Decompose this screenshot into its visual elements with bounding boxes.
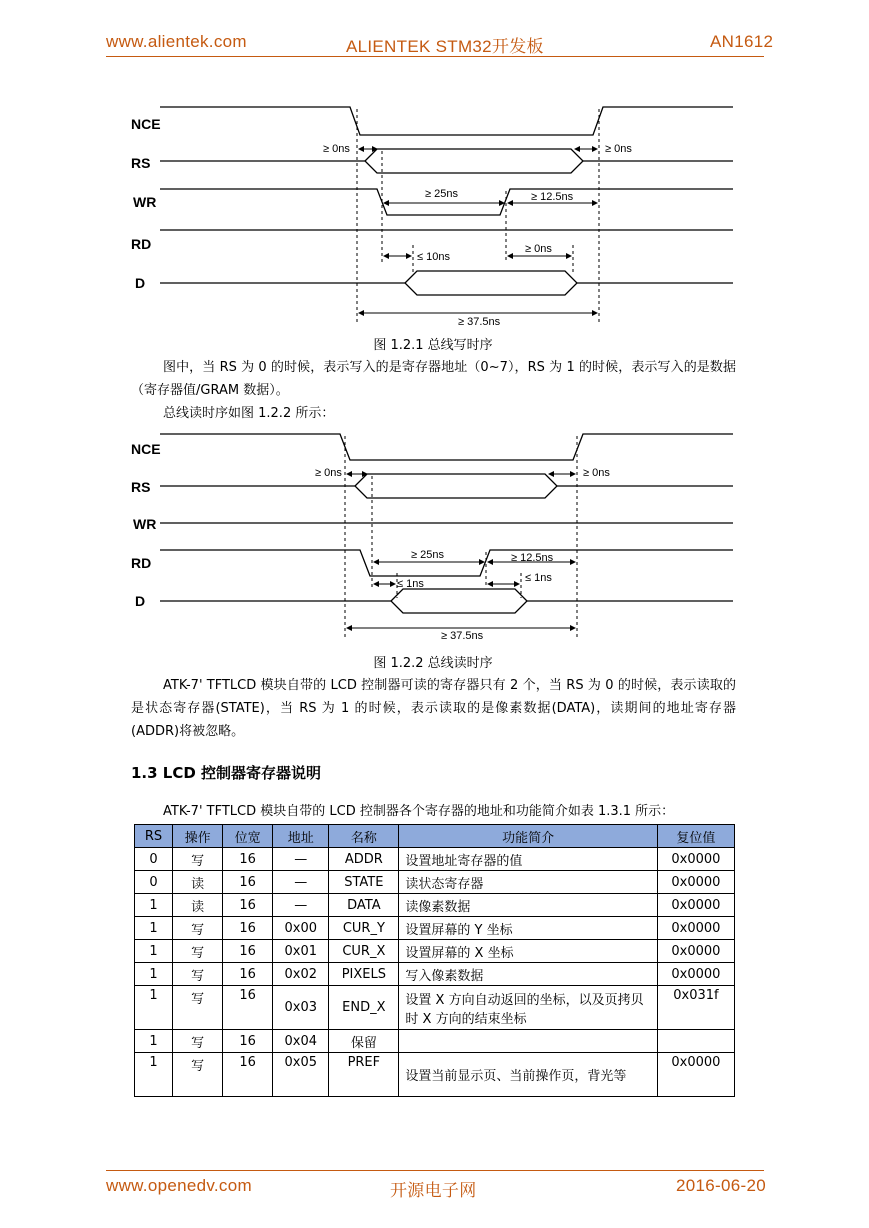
cell: 写 (173, 1030, 223, 1053)
cell: PREF (329, 1053, 399, 1097)
cell: PIXELS (329, 963, 399, 986)
register-table (134, 824, 735, 1097)
label-cycle-2: ≥ 37.5ns (441, 630, 484, 642)
table-row (135, 848, 735, 871)
cell: 0x0000 (657, 894, 734, 917)
label-rs-hold-2: ≥ 0ns (583, 467, 610, 479)
cell: 0x0000 (657, 1053, 734, 1097)
cell: 1 (135, 894, 173, 917)
cell: 写 (173, 917, 223, 940)
cell: 1 (135, 1053, 173, 1097)
cell: 读像素数据 (399, 894, 657, 917)
cell: 0x0000 (657, 917, 734, 940)
table-row (135, 963, 735, 986)
cell: 16 (223, 917, 273, 940)
label-d-setup: ≤ 10ns (417, 251, 450, 263)
caption-fig-1-2-2: 图 1.2.2 总线读时序 (373, 656, 493, 671)
signal-nce-2: NCE (131, 441, 161, 457)
cell: 写 (173, 940, 223, 963)
write-timing-diagram (125, 95, 745, 335)
table-row (135, 940, 735, 963)
cell: 1 (135, 963, 173, 986)
label-wr-low: ≥ 25ns (425, 188, 458, 200)
cell (657, 1030, 734, 1053)
cell: 写 (173, 1053, 223, 1097)
signal-rs: RS (131, 155, 151, 171)
header-right: AN1612 (710, 32, 774, 51)
cell: STATE (329, 871, 399, 894)
cell: 0x0000 (657, 848, 734, 871)
cell: 16 (223, 848, 273, 871)
cell: 设置屏幕的 X 坐标 (399, 940, 657, 963)
cell: 读状态寄存器 (399, 871, 657, 894)
cell: 0x031f (657, 986, 734, 1030)
cell: 0x02 (273, 963, 329, 986)
signal-d: D (135, 275, 146, 291)
signal-d-2: D (135, 593, 146, 609)
cell: 写 (173, 963, 223, 986)
cell: CUR_X (329, 940, 399, 963)
cell: 16 (223, 986, 273, 1030)
label-cycle: ≥ 37.5ns (458, 316, 501, 328)
cell: 保留 (329, 1030, 399, 1053)
footer-center: 开源电子网 (390, 1181, 477, 1200)
col-name: 名称 (329, 825, 399, 848)
cell: — (273, 871, 329, 894)
col-reset: 复位值 (657, 825, 734, 848)
cell: 16 (223, 871, 273, 894)
section-title: 1.3 LCD 控制器寄存器说明 (131, 764, 322, 782)
cell: 0 (135, 871, 173, 894)
cell: 1 (135, 986, 173, 1030)
label-d-hold: ≥ 0ns (525, 243, 552, 255)
footer-right: 2016-06-20 (676, 1176, 766, 1195)
table-header-row (135, 825, 735, 848)
cell: 0x05 (273, 1053, 329, 1097)
cell: END_X (329, 986, 399, 1030)
cell: 16 (223, 963, 273, 986)
cell: 设置地址寄存器的值 (399, 848, 657, 871)
signal-rs-2: RS (131, 479, 151, 495)
table-row (135, 871, 735, 894)
cell: 0x0000 (657, 940, 734, 963)
label-rd-high: ≥ 12.5ns (511, 552, 554, 564)
signal-nce: NCE (131, 116, 161, 132)
label-rs-setup-2: ≥ 0ns (315, 467, 342, 479)
cell: 设置当前显示页、当前操作页，背光等 (399, 1053, 657, 1097)
label-d-setup-2: ≤ 1ns (397, 578, 424, 590)
cell: 写 (173, 848, 223, 871)
cell: 0x0000 (657, 963, 734, 986)
header-center: ALIENTEK STM32开发板 (346, 37, 544, 56)
cell: 读 (173, 894, 223, 917)
col-addr: 地址 (273, 825, 329, 848)
col-rs: RS (135, 825, 173, 848)
footer-left: www.openedv.com (106, 1176, 252, 1195)
table-row (135, 1030, 735, 1053)
cell: 16 (223, 894, 273, 917)
signal-labels-2 (131, 441, 161, 609)
signal-wr: WR (133, 194, 157, 210)
cell: 读 (173, 871, 223, 894)
cell: — (273, 848, 329, 871)
header-left: www.alientek.com (106, 32, 247, 51)
footer-rule (106, 1170, 764, 1171)
label-d-hold-2: ≤ 1ns (525, 572, 552, 584)
label-wr-high: ≥ 12.5ns (531, 191, 574, 203)
cell (399, 1030, 657, 1053)
cell: 0 (135, 848, 173, 871)
cell: 0x03 (273, 986, 329, 1030)
header-rule (106, 56, 764, 57)
signal-rd: RD (131, 236, 152, 252)
cell: DATA (329, 894, 399, 917)
caption-fig-1-2-1: 图 1.2.1 总线写时序 (373, 338, 493, 353)
cell: 16 (223, 940, 273, 963)
table-row (135, 917, 735, 940)
label-rd-low: ≥ 25ns (411, 549, 444, 561)
cell: 0x00 (273, 917, 329, 940)
cell: ADDR (329, 848, 399, 871)
cell: CUR_Y (329, 917, 399, 940)
paragraph-read-intro: 总线读时序如图 1.2.2 所示： (163, 406, 335, 421)
col-op: 操作 (173, 825, 223, 848)
read-timing-diagram (125, 428, 745, 648)
cell: 设置屏幕的 Y 坐标 (399, 917, 657, 940)
cell: — (273, 894, 329, 917)
cell: 1 (135, 1030, 173, 1053)
signal-labels (131, 116, 161, 291)
paragraph-read-desc: ATK-7' TFTLCD 模块自带的 LCD 控制器可读的寄存器只有 2 个，当 RS 为 0 的时候，表示读取的是状态寄存器(STATE)，当 RS 为 1 的时候，表示读取的是像素数据(DATA)，读期间的地址寄存器(ADDR)将被忽略。 (131, 678, 736, 739)
col-func: 功能简介 (399, 825, 657, 848)
col-width: 位宽 (223, 825, 273, 848)
cell: 写入像素数据 (399, 963, 657, 986)
cell: 1 (135, 940, 173, 963)
signal-rd-2: RD (131, 555, 152, 571)
table-row (135, 986, 735, 1030)
label-rs-hold: ≥ 0ns (605, 143, 632, 155)
table-row (135, 1053, 735, 1097)
cell: 0x01 (273, 940, 329, 963)
cell: 写 (173, 986, 223, 1030)
cell: 16 (223, 1030, 273, 1053)
label-rs-setup: ≥ 0ns (323, 143, 350, 155)
signal-wr-2: WR (133, 516, 157, 532)
cell: 设置 X 方向自动返回的坐标，以及页拷贝时 X 方向的结束坐标 (399, 986, 657, 1030)
paragraph-write-desc: 图中，当 RS 为 0 的时候，表示写入的是寄存器地址（0~7），RS 为 1 的时候，表示写入的是数据（寄存器值/GRAM 数据）。 (131, 360, 736, 398)
cell: 16 (223, 1053, 273, 1097)
cell: 0x0000 (657, 871, 734, 894)
cell: 0x04 (273, 1030, 329, 1053)
cell: 1 (135, 917, 173, 940)
table-row (135, 894, 735, 917)
table-intro: ATK-7' TFTLCD 模块自带的 LCD 控制器各个寄存器的地址和功能简介如表 1.3.1 所示： (163, 804, 675, 819)
